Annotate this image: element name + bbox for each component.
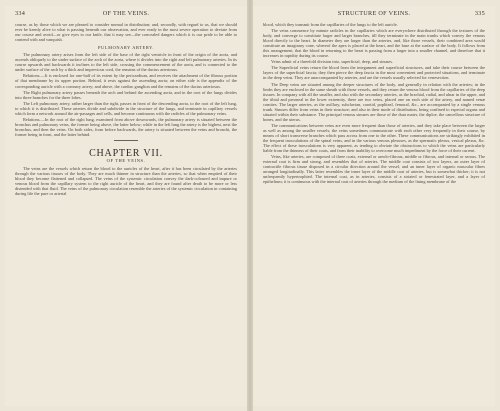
paragraph: The communications between veins are even more frequent than those of arteries, and they take place between the larger as well as among the smaller vessels; the veins sometimes communicate with each other very frequently in their course, by means of short transverse branches which pass across from one to the other. These communications are strikingly exhibited in the frequent inosculations of the spinal veins, and in the various venous plexuses, as the spermatic plexus, vesical plexus, &c. The effect of these inosculations is very apparent, as tending to obviate the obstructions to which the veins are particularly liable from the thinness of their coats, and from their inability to overcome much impediment by the force of their current. (263, 122, 485, 154)
left-running-title: OF THE VEINS. (102, 10, 150, 17)
right-page-body (263, 22, 485, 402)
chapter-subtitle: OF THE VEINS. (106, 158, 146, 164)
left-page (5, 6, 247, 406)
paragraph: Relations.—In the root of the right lung, examined from above downwards, the pulmonary artery is situated between the bronchus and pulmonary veins, the former being above, the latter below; while in the left lung the artery is the highest, next the bronchus, and then the veins. On both sides, from before backwards, the artery is situated between the veins and bronchi, the former being in front, and the latter behind. (15, 116, 237, 137)
paragraph: The veins commence by minute radicles in the capillaries which are everywhere distributed through the textures of the body, and converge to constitute larger and larger branches, till they terminate in the main trunks which convey the venous blood directly to the heart. In diameter they are larger than the arteries, and, like those vessels, their combined area would constitute an imaginary cone, whereof the apex is placed at the heart, and the base at the surface of the body. It follows from this arrangement, that the blood in returning to the heart is passing from a larger into a smaller channel, and therefore that it increases in rapidity during its course. (263, 28, 485, 59)
left-page-number: 334 (15, 10, 26, 17)
paragraph: blood, which they transmit from the capillaries of the lungs to the left auricle. (263, 22, 398, 27)
paragraph: The Deep veins are situated among the deeper structures of the body, and generally in relation with the arteries; in the limbs they are enclosed in the same sheath with those vessels, and they return the venous blood from the capillaries of the deep tissues. In company with all the smaller, and also with the secondary arteries, as the brachial, radial, and ulnar in the upper, and the tibial and peroneal in the lower extremity, there are two veins, placed one on each side of the artery, and named venæ comites. The larger arteries, as the axillary, subclavian, carotid, popliteal, femoral, &c., are accompanied by a single venous trunk. Sinuses differ from veins in their structure; and also in their mode of distribution, being confined to especial organs and situated within their substance. The principal venous sinuses are those of the dura mater, the diploe, the cancellous structure of bones, and the uterus. (263, 81, 485, 122)
paragraph: The pulmonary artery arises from the left side of the base of the right ventricle in front of the origin of the aorta, and ascends obliquely to the under surface of the arch of the aorta, where it divides into the right and left pulmonary arteries. In its course upwards and backwards it inclines to the left side, crossing the commencement of the aorta, and is connected to the under surface of the arch by a thick and impervious cord, the remains of the ductus arteriosus. (15, 52, 237, 73)
section-heading-pulmonary-artery: PULMONARY ARTERY. (97, 45, 155, 51)
paragraph: The Left pulmonary artery, rather larger than the right, passes in front of the descending aorta, to the root of the left lung, to which it is distributed. These arteries divide and subdivide in the structure of the lungs, and terminate in capillary vessels which form a network around the air-passages and cells, and become continuous with the radicles of the pulmonary veins. (15, 100, 237, 116)
paragraph: course, as by those which we are pleased to consider normal in distribution; and, secondly, with regard to us, that we should ever be keenly alive to what is passing beneath our observation, and ever ready in the most severe operation to deviate from our course and avoid—or give eyes to our knife, that it may see—the concealed dangers which it is our pride to be able to contend with and vanquish. (15, 22, 237, 43)
right-running-head (263, 10, 485, 20)
paragraph: The veins are the vessels which return the blood to the auricles of the heart, after it has been circulated by the arteries through the various tissues of the body. They are much thinner in structure than the arteries, so that when emptied of their blood they become flattened and collapsed. The veins of the systemic circulation convey the dark-coloured and impure or venous blood from the capillary system to the right auricle of the heart, and they are found after death to be more or less distended with that fluid. The veins of the pulmonary circulation resemble the arteries of the systemic circulation in containing during life the pure or arterial (15, 166, 237, 197)
right-running-title: STRUCTURE OF VEINS. (337, 10, 411, 17)
paragraph: Veins admit of a threefold division into, superficial, deep, and sinuses. (271, 59, 394, 65)
left-running-head (15, 10, 237, 20)
divider (114, 140, 138, 141)
paragraph: Veins, like arteries, are composed of three coats, external or areolo-fibrous, middle or fibrous, and internal or serous. The external coat is firm and strong, and resembles that of arteries. The middle coat consists of two layers, an outer layer of contractile fibrous tissue disposed in a circular direction around the vessel, and an inner layer of organic muscular fibres arranged longitudinally. This latter resembles the inner layer of the middle coat of arteries, but is somewhat thicker; it is not unfrequently hypertrophied. The internal coat, as in arteries, consists of a striated or fenestrated layer, and a layer of epithelium; it is continuous with the internal coat of arteries through the medium of the lining membrane of the (263, 154, 485, 185)
paragraph: Relations.—It is enclosed for one-half of its extent by the pericardium, and receives the attachment of the fibrous portion of that membrane by its upper portion. Behind, it rests against the ascending aorta; on either side is the appendix of the corresponding auricle with a coronary artery; and above, the cardiac ganglion and the remains of the ductus arteriosus. (15, 73, 237, 89)
paragraph: The Superficial veins return the blood from the integument and superficial structures, and take their course between the layers of the superficial fascia; they then pierce the deep fascia in the most convenient and protected situations, and terminate in the deep veins. They are unaccompanied by arteries, and are the vessels usually selected for venesection. (263, 65, 485, 81)
right-page-number: 335 (474, 10, 485, 17)
chapter-title: CHAPTER VII. (89, 147, 163, 159)
left-page-body (15, 22, 237, 402)
right-page (253, 6, 495, 406)
paragraph: The Right pulmonary artery passes beneath the arch and behind the ascending aorta, and in the root of the lungs divides into three branches for the three lobes. (15, 89, 237, 100)
